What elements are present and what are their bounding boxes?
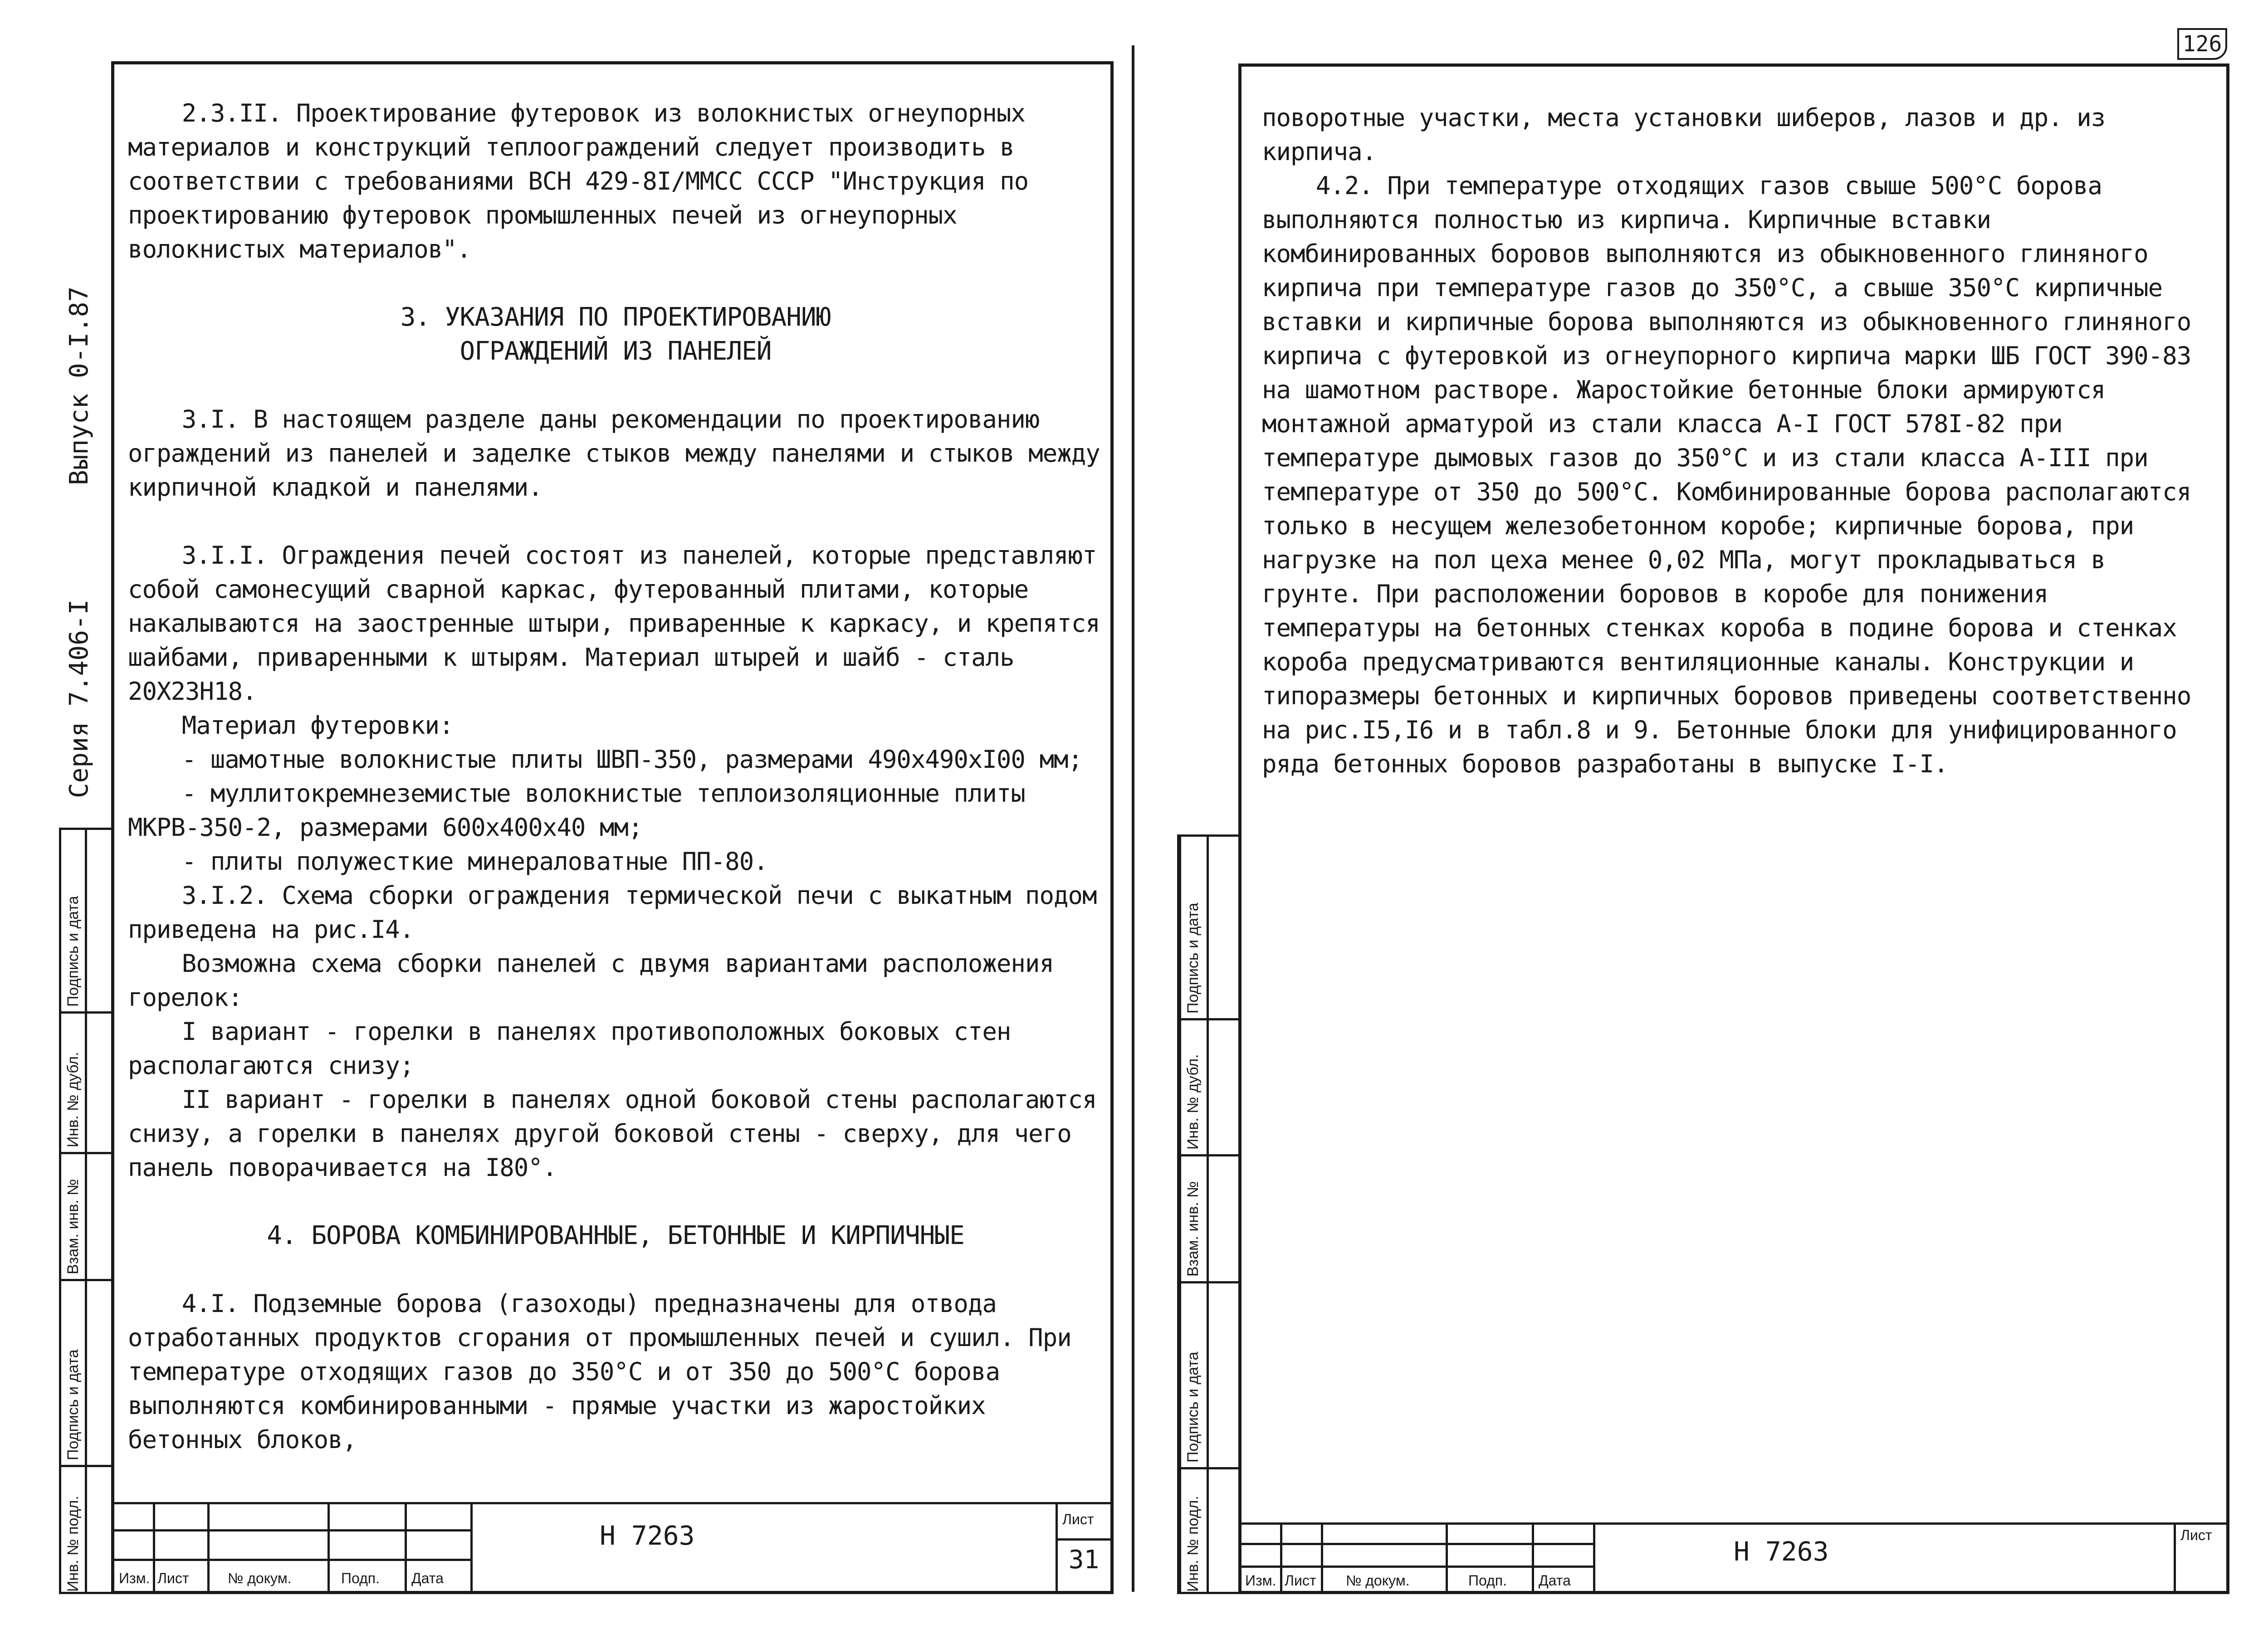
series-label: Серия 7.406-I bbox=[64, 599, 94, 798]
left-body-text bbox=[128, 96, 1103, 1457]
strip-divider bbox=[1207, 837, 1209, 1592]
stamp-line bbox=[1242, 1522, 2226, 1525]
lining-material-title: Материал футеровки: bbox=[181, 711, 454, 740]
page-corner-number: 126 bbox=[2177, 28, 2227, 60]
stamp-line bbox=[405, 1502, 407, 1591]
paragraph-4-1: 4.I. Подземные борова (газоходы) предназначены для отвода отработанных продуктов сгорания от промышленных печей и сушил. При температуре отходящих газов до 350°С и от 350 до 500°С борова выполняются комбинированными - прямые участки из жаростойких бетонных блоков, bbox=[128, 1289, 1071, 1454]
paragraph-3-1-2: 3.I.2. Схема сборки ограждения термической печи с выкатным подом приведена на рис.I4. bbox=[128, 881, 1097, 944]
left-margin-table bbox=[59, 828, 113, 1594]
stamp-line bbox=[327, 1502, 330, 1591]
stamp-col-podp: Подп. bbox=[1468, 1572, 1507, 1589]
right-body-text bbox=[1262, 101, 2214, 781]
sheet-label: Лист bbox=[1062, 1511, 1094, 1527]
stamp-line bbox=[1321, 1522, 1323, 1591]
document-number: Н 7263 bbox=[600, 1520, 695, 1551]
cell-inv-podl: Инв. № подл. bbox=[64, 1496, 82, 1592]
paragraph-assembly-variants: Возможна схема сборки панелей с двумя вариантами расположения горелок: bbox=[128, 949, 1054, 1012]
lining-item-2: - муллитокремнеземистые волокнистые теплоизоляционные плиты МКРВ-350-2, размерами 600х400х40 мм; bbox=[128, 779, 1025, 842]
cell-inv-dubl: Инв. № дубл. bbox=[64, 1052, 82, 1147]
stamp-line bbox=[1593, 1522, 1595, 1591]
title-block bbox=[1242, 1522, 2226, 1591]
variant-2: II вариант - горелки в панелях одной боковой стены располагаются снизу, а горелки в панелях другой боковой стены - сверху, для чего панель поворачивается на I80°. bbox=[128, 1085, 1097, 1182]
section-heading-3: 3. УКАЗАНИЯ ПО ПРОЕКТИРОВАНИЮ ОГРАЖДЕНИЙ ИЗ ПАНЕЛЕЙ bbox=[400, 302, 831, 366]
document-number: Н 7263 bbox=[1734, 1536, 1829, 1567]
paragraph-3-1-1: 3.I.I. Ограждения печей состоят из панелей, которые представляют собой самонесущий сварной каркас, футерованный плитами, которые накалываются на заостренные штыри, приваренные к каркасу, и крепятся шайбами, приваренными к штырям. Материал штырей и шайб - сталь 20Х23Н18. bbox=[128, 541, 1100, 706]
paragraph-4-2: 4.2. При температуре отходящих газов свыше 500°С борова выполняются полностью из кирпича. Кирпичные вставки комбинированных боровов выполняются из обыкновенного глиняного кирпича при температуре газов до 350°С, а свыше 350°С кирпичные вставки и кирпичные борова выполняются из обыкновенного глиняного кирпича с футеровкой из огнеупорного кирпича марки ШБ ГОСТ 390-83 на шамотном растворе. Жаростойкие бетонные блоки армируются монтажной арматурой из стали класса А-I ГОСТ 578I-82 при температуре дымовых газов до 350°С и из стали класса А-III при температуре от 350 до 500°С. Комбинированные борова располагаются только в несущем железобетонном коробе; кирпичные борова, при нагрузке на пол цеха менее 0,02 МПа, могут прокладываться в грунте. При расположении боровов в коробе для понижения температуры на бетонных стенках короба в подине борова и стенках короба предусматриваются вентиляционные каналы. Конструкции и типоразмеры бетонных и кирпичных боровов приведены соответственно на рис.I5,I6 и в табл.8 и 9. Бетонные блоки для унифицированного ряда бетонных боровов разработаны в выпуске I-I. bbox=[1262, 171, 2191, 778]
cell-podpis-data-1: Подпись и дата bbox=[64, 896, 82, 1007]
stamp-col-data: Дата bbox=[1539, 1572, 1571, 1589]
lining-item-3: - плиты полужесткие минераловатные ПП-80. bbox=[181, 847, 768, 876]
strip-divider bbox=[61, 1279, 111, 1281]
strip-divider bbox=[61, 1465, 111, 1467]
stamp-line bbox=[470, 1502, 473, 1591]
strip-divider bbox=[1179, 1018, 1238, 1020]
stamp-line bbox=[1056, 1538, 1110, 1541]
strip-divider bbox=[61, 1152, 111, 1154]
paragraph-2-3-11: 2.3.II. Проектирование футеровок из волокнистых огнеупорных материалов и конструкций теплоограждений следует производить в соответствии с требованиями ВСН 429-8I/ММСС СССР "Инструкция по проектированию футеровок промышленных печей из огнеупорных волокнистых материалов". bbox=[128, 99, 1029, 263]
paragraph-continuation: поворотные участки, места установки шиберов, лазов и др. из кирпича. bbox=[1262, 103, 2106, 166]
section-heading-4: 4. БОРОВА КОМБИНИРОВАННЫЕ, БЕТОННЫЕ И КИРПИЧНЫЕ bbox=[267, 1221, 964, 1250]
stamp-line bbox=[114, 1529, 473, 1532]
stamp-line bbox=[1280, 1522, 1282, 1591]
binder-mark bbox=[1132, 45, 1134, 1592]
stamp-line bbox=[1532, 1522, 1534, 1591]
strip-divider bbox=[1179, 1467, 1238, 1469]
stamp-col-list: Лист bbox=[157, 1570, 189, 1586]
variant-1: I вариант - горелки в панелях противоположных боковых стен располагаются снизу; bbox=[128, 1017, 1011, 1080]
stamp-col-izm: Изм. bbox=[119, 1570, 150, 1586]
stamp-col-dokum: № докум. bbox=[228, 1570, 292, 1586]
lining-item-1: - шамотные волокнистые плиты ШВП-350, размерами 490х490хI00 мм; bbox=[181, 745, 1082, 774]
cell-podpis-data-2: Подпись и дата bbox=[1184, 1351, 1202, 1463]
cell-podpis-data-2: Подпись и дата bbox=[64, 1349, 82, 1460]
stamp-line bbox=[2174, 1522, 2176, 1591]
stamp-line bbox=[114, 1502, 1110, 1504]
stamp-col-izm: Изм. bbox=[1245, 1572, 1276, 1589]
cell-vzam-inv: Взам. инв. № bbox=[64, 1179, 82, 1274]
stamp-col-podp: Подп. bbox=[341, 1570, 380, 1586]
right-document-sheet bbox=[1238, 63, 2229, 1594]
strip-divider bbox=[61, 1011, 111, 1014]
stamp-line bbox=[1242, 1543, 1595, 1545]
issue-label: Выпуск 0-I.87 bbox=[64, 286, 94, 485]
cell-inv-dubl: Инв. № дубл. bbox=[1184, 1054, 1202, 1150]
sheet-label: Лист bbox=[2180, 1527, 2212, 1543]
sheet-number: 31 bbox=[1068, 1545, 1100, 1575]
cell-vzam-inv: Взам. инв. № bbox=[1184, 1181, 1202, 1277]
strip-divider bbox=[1179, 1281, 1238, 1283]
stamp-line bbox=[207, 1502, 210, 1591]
stamp-col-list: Лист bbox=[1285, 1572, 1316, 1589]
title-block bbox=[114, 1502, 1110, 1591]
left-document-sheet bbox=[111, 61, 1114, 1594]
strip-divider bbox=[1179, 1154, 1238, 1156]
right-margin-table bbox=[1177, 834, 1241, 1594]
stamp-line bbox=[153, 1502, 155, 1591]
stamp-line bbox=[1242, 1566, 1595, 1568]
cell-podpis-data-1: Подпись и дата bbox=[1184, 902, 1202, 1014]
stamp-col-dokum: № докум. bbox=[1346, 1572, 1410, 1589]
cell-inv-podl: Инв. № подл. bbox=[1184, 1496, 1202, 1592]
strip-divider bbox=[85, 830, 87, 1592]
stamp-col-data: Дата bbox=[411, 1570, 444, 1586]
stamp-line bbox=[114, 1559, 473, 1561]
paragraph-3-1: 3.I. В настоящем разделе даны рекомендации по проектированию ограждений из панелей и заделке стыков между панелями и стыков между кирпичной кладкой и панелями. bbox=[128, 405, 1100, 502]
stamp-line bbox=[1446, 1522, 1448, 1591]
